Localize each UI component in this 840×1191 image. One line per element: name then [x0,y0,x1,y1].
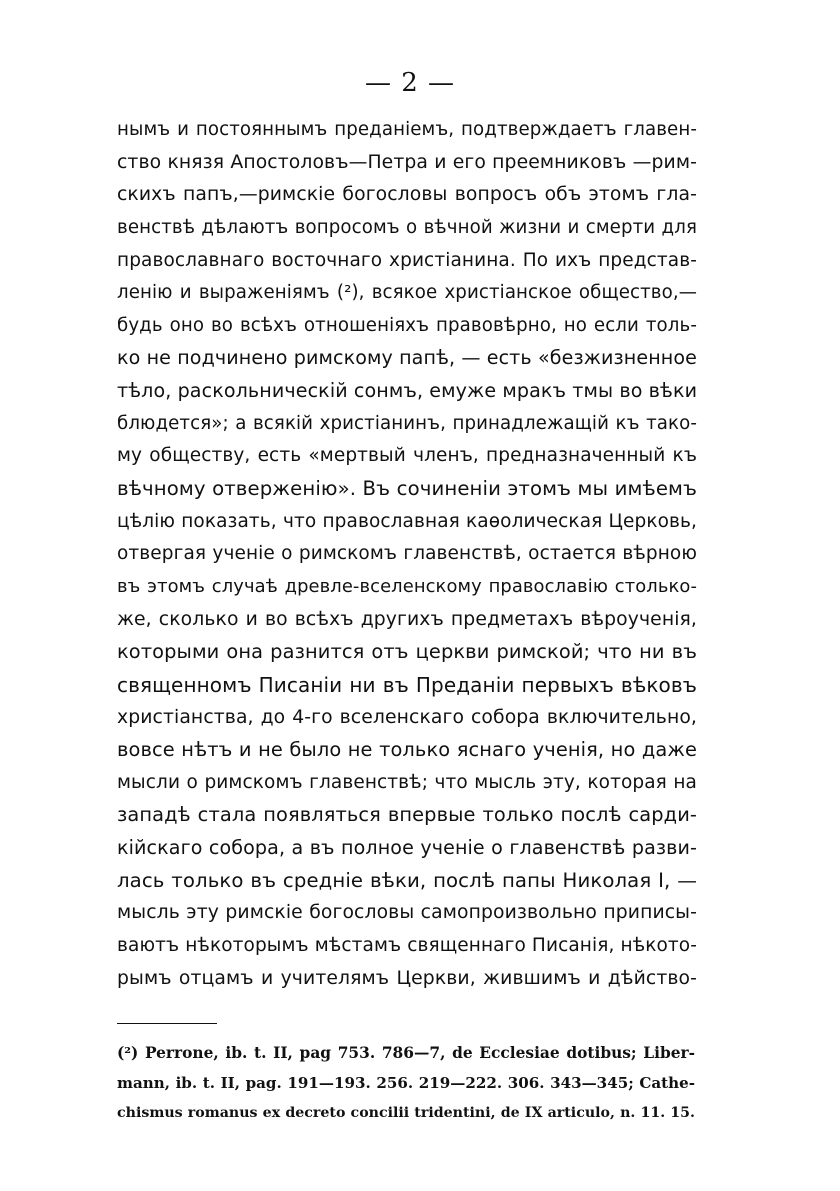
text-line: ко не подчинено римскому папѣ, — есть «безжизненное [117,346,697,370]
footnote-line: mann, ib. t. II, pag. 191—193. 256. 219—222. 306. 343—345; Cathe- [117,1074,695,1092]
text-line: нымъ и постояннымъ преданіемъ, подтверждаетъ главен- [117,119,697,140]
text-line: ство князя Апостоловъ—Петра и его преемниковъ —рим- [117,151,697,173]
text-line: мысли о римскомъ главенствѣ; что мысль эту, которая на [117,771,697,793]
text-line: отвергая ученіе о римскомъ главенствѣ, остается вѣрною [117,543,697,565]
text-line: западѣ стала появляться впервые только послѣ сарди- [117,803,697,827]
text-line: тѣло, раскольническій сонмъ, емуже мракъ тмы во вѣки [117,379,698,403]
text-line: ленію и выраженіямъ (²), всякое христіанское общество,— [117,282,697,304]
footnote-line: chismus romanus ex decreto concilii tridentini, de IX articulo, n. 11. 15. [117,1105,695,1121]
text-line: священномъ Писаніи ни въ Преданіи первыхъ вѣковъ [117,672,697,697]
text-line: лась только въ средніе вѣки, послѣ папы Николая I, — [117,868,697,892]
body-text [117,114,697,995]
text-line: будь оно во всѣхъ отношеніяхъ правовѣрно, но если толь- [117,314,697,336]
footnotes [117,1038,695,1128]
text-line: рымъ отцамъ и учителямъ Церкви, жившимъ и дѣйство- [117,967,697,989]
text-line: которыми она разнится отъ церкви римской; что ни въ [117,640,697,664]
text-line: же, сколько и во всѣхъ другихъ предметахъ вѣроученія, [117,608,697,630]
text-line: му обществу, есть «мертвый членъ, предназначенный къ [117,445,697,467]
text-line: православнаго восточнаго христіанина. По ихъ представ- [117,249,697,271]
text-line: цѣлію показать, что православная каѳолическая Церковь, [117,510,697,532]
footnote-divider [117,1023,217,1024]
footnote-line: (²) Perrone, ib. t. II, pag 753. 786—7, de Ecclesiae dotibus; Liber- [117,1044,695,1062]
text-line: венствѣ дѣлаютъ вопросомъ о вѣчной жизни и смерти для [117,216,697,238]
text-line: христіанства, до 4-го вселенскаго собора включительно, [117,706,697,728]
text-line: мысль эту римскіе богословы самопроизвольно приписы- [117,902,697,924]
text-line: блюдется»; а всякій христіанинъ, принадлежащій къ тако- [117,412,697,434]
text-line: ваютъ нѣкоторымъ мѣстамъ священнаго Писанія, нѣкото- [117,935,697,957]
page-number: — 2 — [364,68,456,98]
text-line: въ этомъ случаѣ древле-вселенскому православію столько- [117,575,697,597]
text-line: кійскаго собора, а въ полное ученіе о главенствѣ разви- [117,836,697,860]
text-line: скихъ папъ,—римскіе богословы вопросъ объ этомъ гла- [117,184,697,206]
text-line: вѣчному отверженію». Въ сочиненіи этомъ мы имѣемъ [117,477,697,501]
text-line: вовсе нѣтъ и не было не только яснаго ученія, но даже [117,738,697,762]
